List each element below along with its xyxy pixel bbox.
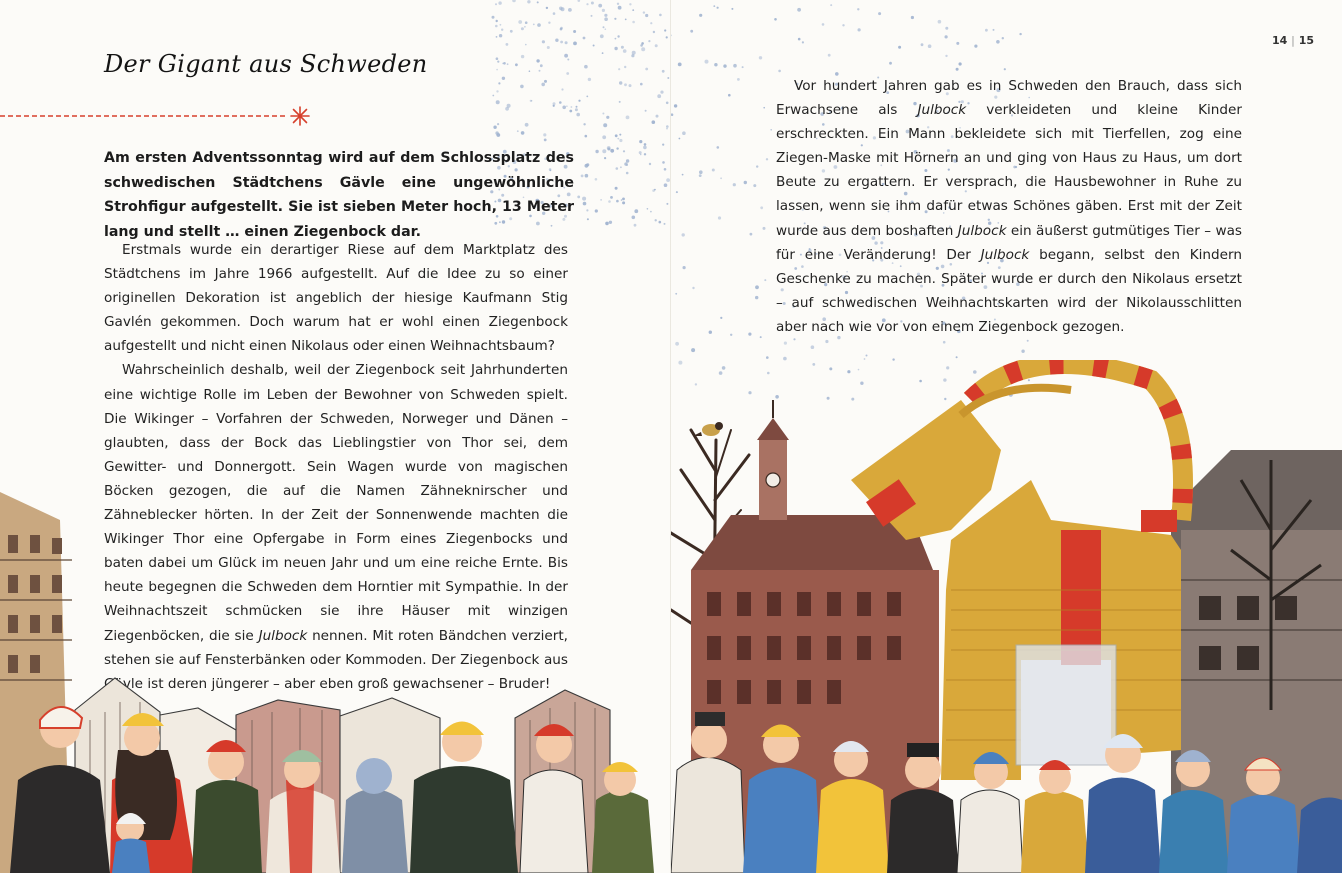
text-run: begann, selbst den Kindern Geschenke zu machen. Später wurde er durch den Nikolaus ersetzt – auf schwedischen Weihnachtskarten wird der Nikolausschlitten aber nach wie vor von einem Ziegenbock gezogen. xyxy=(776,246,1242,335)
page-number-right: 15 xyxy=(1298,34,1314,47)
emphasis-julbock: Julbock xyxy=(957,222,1007,239)
right-body-text xyxy=(776,74,1242,339)
lead-paragraph: Am ersten Adventssonntag wird auf dem Schlossplatz des schwedischen Städtchens Gävle eine ungewöhnliche Strohfigur aufgestellt. Sie ist sieben Meter hoch, 13 Meter lang und stellt … einen Ziegenbock dar. xyxy=(104,150,574,240)
page-number-left: 14 xyxy=(1271,34,1288,47)
text-run: ein äußerst gutmütiges Tier – was für eine Veränderung! Der xyxy=(776,222,1243,263)
text-run: Vor hundert Jahren gab es in Schweden den Brauch, dass sich Erwachsene als xyxy=(776,78,1242,119)
emphasis-julbock: Julbock xyxy=(917,102,967,119)
goat-square-illustration xyxy=(671,360,1342,873)
paragraph xyxy=(776,74,1242,339)
page-title: Der Gigant aus Schweden xyxy=(104,50,428,78)
crowd-illustration-left xyxy=(0,480,671,873)
stitch-star-icon xyxy=(291,107,309,125)
page-numbers xyxy=(1272,34,1314,47)
emphasis-julbock: Julbock xyxy=(980,246,1030,263)
bird-icon xyxy=(693,422,723,436)
paragraph: Erstmals wurde ein derartiger Riese auf dem Marktplatz des Städtchens im Jahre 1966 aufgestellt. Auf die Idee zu so einer originellen Dekoration ist angeblich der hiesige Kaufmann Stig Gavlén gekommen. Doch warum hat er wohl einen Ziegenbock aufgestellt und nicht einen Nikolaus oder einen Weihnachtsbaum? xyxy=(104,242,568,355)
text-run: nennen. Mit roten Bändchen verziert, stehen sie auf Fensterbänken oder Kommoden. Der Ziegenbock aus Gävle ist deren jüngerer – aber eben groß gewachsener – Bruder! xyxy=(104,627,568,692)
text-run: verkleideten und kleine Kinder erschreckten. Ein Mann bekleidete sich mit Tierfellen, zog eine Ziegen-Maske mit Hörnern an und ging von Haus zu Haus, um dort Beute zu ergattern. Er versprach, die Hausbewohner in Ruhe zu lassen, wenn sie ihm dafür etwas Schönes gäben. Erst mit der Zeit wurde aus dem boshaften xyxy=(776,102,1242,239)
decorative-stitch-line xyxy=(0,104,310,128)
page-number-separator: | xyxy=(1291,34,1295,47)
emphasis-julbock: Julbock xyxy=(258,627,308,644)
right-page xyxy=(671,0,1342,873)
text-run: Wahrscheinlich deshalb, weil der Ziegenbock seit Jahrhunderten eine wichtige Rolle im Leben der Bewohner von Schweden spielt. Die Wikinger – Vorfahren der Schweden, Norweger und Dänen – glaubten, dass der Bock das Lieblingstier von Thor sei, dem Gewitter- und Donnergott. Sein Wagen wurde von magischen Böcken gezogen, die auf die Namen Zähneknirscher und Zähneblecker hörten. In der Zeit der Sonnenwende machten die Wikinger Thor eine Opfergabe in Form eines Ziegenbocks und baten dabei um Glück im neuen Jahr und um eine reiche Ernte. Bis heute begegnen die Schweden dem Horntier mit Sympathie. In der Weihnachtszeit schmücken sie ihre Häuser mit winzigen Ziegenböcken, die sie xyxy=(104,362,568,644)
